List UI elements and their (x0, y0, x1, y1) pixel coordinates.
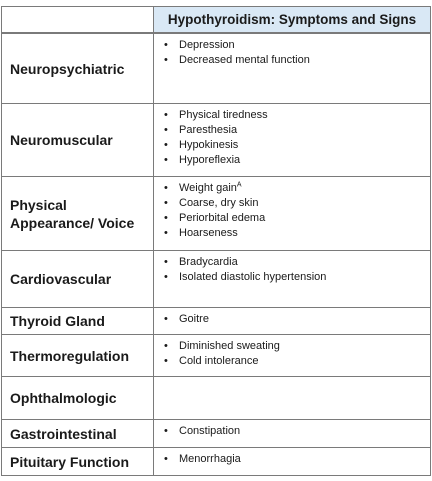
table-row (2, 250, 430, 307)
bullet-icon: • (164, 340, 168, 352)
list-item: • Diminished sweating (164, 340, 280, 352)
list-item: • Hypokinesis (164, 139, 239, 151)
bullet-icon: • (164, 124, 168, 136)
table-row (2, 376, 430, 419)
items-cell (154, 251, 430, 307)
bullet-icon: • (164, 313, 168, 325)
bullet-icon: • (164, 227, 168, 239)
bullet-icon: • (164, 39, 168, 51)
footnote-marker: A (236, 181, 242, 189)
list-item: • Menorrhagia (164, 453, 241, 465)
table-row (2, 307, 430, 334)
symptoms-table (1, 6, 431, 476)
list-item: • Decreased mental function (164, 54, 310, 66)
list-item: • Cold intolerance (164, 355, 259, 367)
category-cell: Thyroid Gland (2, 308, 154, 334)
bullet-icon: • (164, 453, 168, 465)
table-header-row (2, 7, 430, 33)
category-cell: Thermoregulation (2, 335, 154, 376)
category-cell: Neuropsychiatric (2, 34, 154, 103)
items-cell (154, 104, 430, 176)
list-item: • Hyporeflexia (164, 154, 241, 166)
list-item: • Isolated diastolic hypertension (164, 271, 327, 283)
items-cell (154, 420, 430, 447)
list-item: • Depression (164, 39, 235, 51)
table-row (2, 419, 430, 447)
list-item: • Goitre (164, 313, 209, 325)
header-empty-cell (2, 7, 154, 32)
items-cell (154, 308, 430, 334)
category-cell: Pituitary Function (2, 448, 154, 475)
bullet-icon: • (164, 154, 168, 166)
bullet-icon: • (164, 425, 168, 437)
bullet-icon: • (164, 54, 168, 66)
list-item: • Constipation (164, 425, 241, 437)
bullet-icon: • (164, 271, 168, 283)
list-item: • Coarse, dry skin (164, 197, 259, 209)
bullet-icon: • (164, 197, 168, 209)
list-item: • Periorbital edema (164, 212, 266, 224)
table-title: Hypothyroidism: Symptoms and Signs (154, 7, 430, 32)
bullet-icon: • (164, 212, 168, 224)
table-row (2, 334, 430, 376)
list-item: • Bradycardia (164, 256, 238, 268)
bullet-icon: • (164, 182, 168, 194)
items-cell (154, 177, 430, 250)
category-cell: Gastrointestinal (2, 420, 154, 447)
items-cell (154, 34, 430, 103)
bullet-icon: • (164, 109, 168, 121)
category-cell: Neuromuscular (2, 104, 154, 176)
table-row (2, 176, 430, 250)
bullet-icon: • (164, 256, 168, 268)
category-cell: Ophthalmologic (2, 377, 154, 419)
list-item: • Physical tiredness (164, 109, 268, 121)
list-item: • Paresthesia (164, 124, 238, 136)
table-row (2, 33, 430, 103)
bullet-icon: • (164, 355, 168, 367)
list-item: • Hoarseness (164, 227, 238, 239)
items-cell (154, 448, 430, 475)
items-cell (154, 377, 430, 419)
list-item: • Weight gain$^A$ (164, 181, 242, 194)
category-cell: Physical Appearance/ Voice (2, 177, 154, 250)
category-cell: Cardiovascular (2, 251, 154, 307)
bullet-icon: • (164, 139, 168, 151)
items-cell (154, 335, 430, 376)
table-row (2, 447, 430, 475)
table-row (2, 103, 430, 176)
